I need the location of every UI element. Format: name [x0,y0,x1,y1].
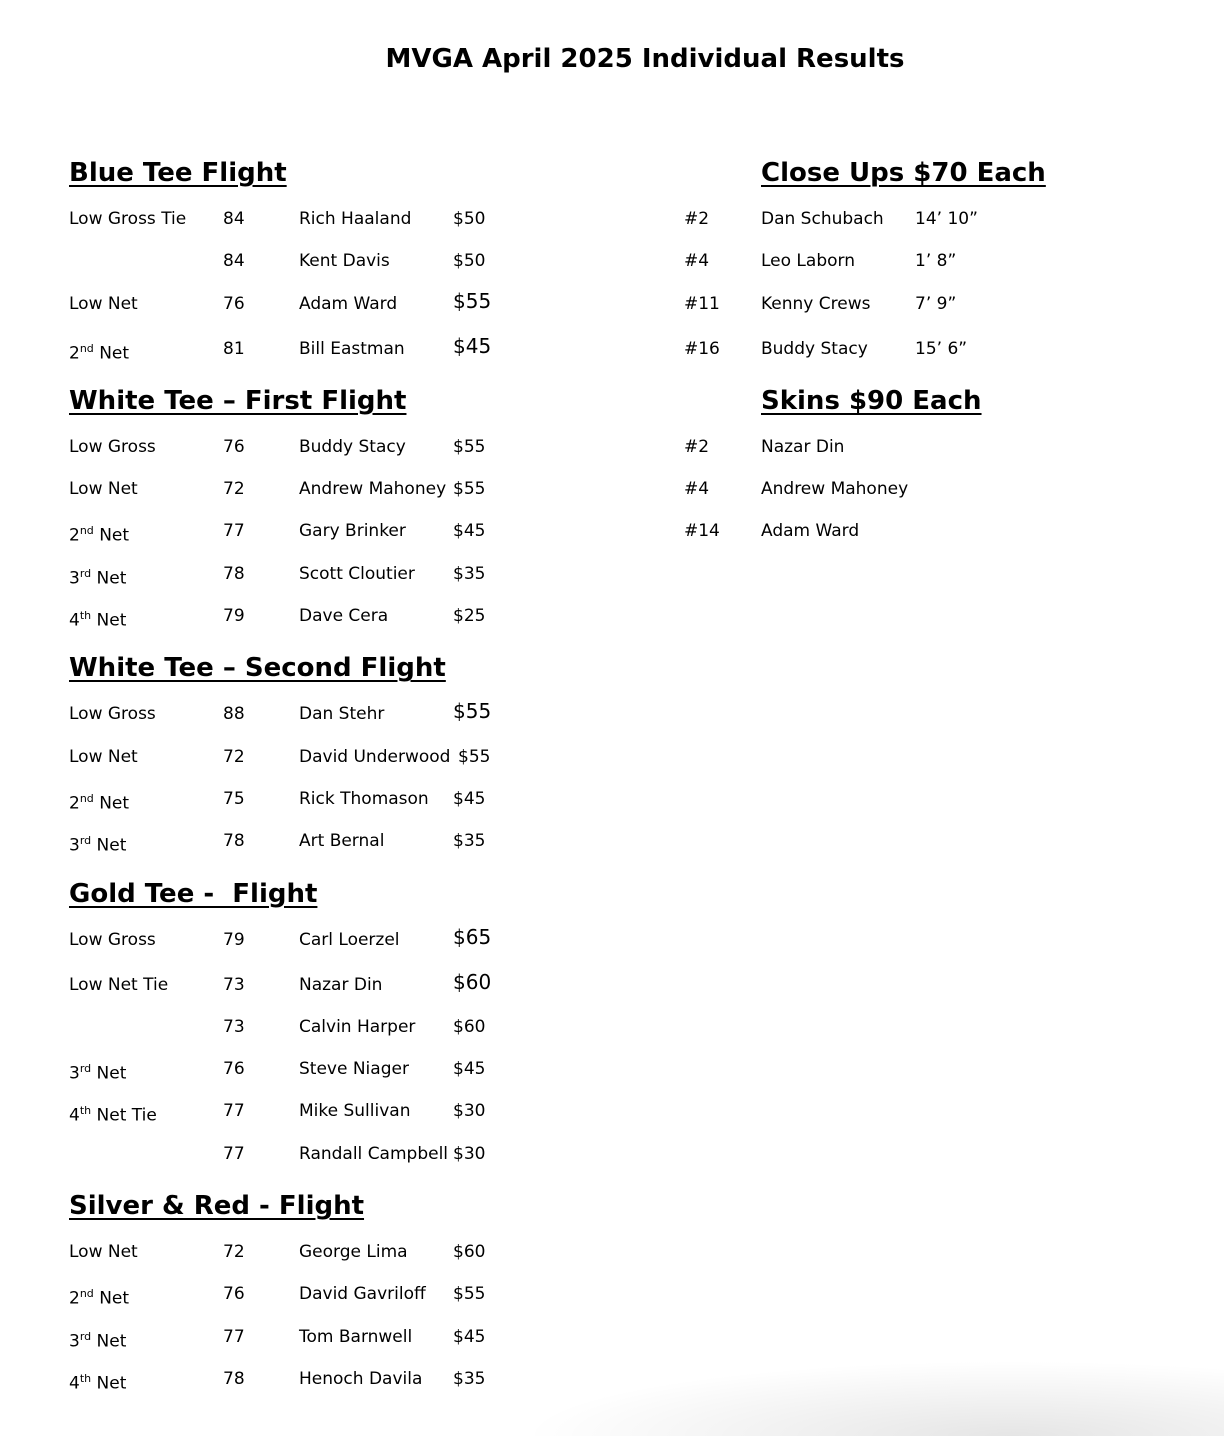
place-label: Low Net [69,746,138,767]
player-name: Nazar Din [761,436,845,457]
score: 72 [223,1242,245,1263]
place-label: 3rd Net [69,1329,127,1352]
section-title-skins: Skins $90 Each [761,385,982,416]
skins-row [684,478,1204,520]
player-name: Randall Campbell [299,1143,449,1164]
score: 78 [223,831,245,852]
score: 79 [223,929,245,950]
prize: $55 [458,746,491,767]
score: 76 [223,436,245,457]
closeup-row [684,338,1204,380]
section-title-silver-red: Silver & Red - Flight [69,1191,365,1222]
result-row [69,605,629,647]
score: 77 [223,1326,245,1347]
place-label: 3rd Net [69,1062,127,1084]
hole-number: #14 [684,521,720,542]
result-row [69,288,629,338]
prize: $65 [453,924,492,949]
score: 79 [223,606,245,627]
distance: 14’ 10” [915,209,978,229]
player-name: Nazar Din [299,974,383,995]
player-name: Scott Cloutier [299,563,415,584]
prize: $45 [453,521,486,542]
section-title-close-ups: Close Ups $70 Each [761,158,1046,188]
player-name: Mike Sullivan [299,1101,411,1122]
score: 72 [223,479,245,500]
result-row [69,208,629,250]
prize: $50 [453,209,486,229]
player-name: Kent Davis [299,251,390,272]
score: 75 [223,788,245,809]
player-name: Bill Eastman [299,338,405,359]
score: 84 [223,209,245,229]
score: 73 [223,1016,245,1037]
result-row [69,924,629,974]
closeup-row [684,250,1204,292]
hole-number: #2 [684,436,710,457]
place-label: 2nd Net [69,341,130,364]
player-name: Gary Brinker [299,521,406,542]
player-name: Carl Loerzel [299,929,400,950]
prize: $60 [453,1016,486,1037]
place-label: Low Net [69,293,138,314]
player-name: Buddy Stacy [299,436,406,457]
place-label: 2nd Net [69,524,130,547]
prize: $45 [453,1059,486,1080]
place-label: 4th Net Tie [69,1104,157,1127]
hole-number: #2 [684,209,710,229]
result-row [69,1100,629,1142]
page-title: MVGA April 2025 Individual Results [385,44,905,74]
result-row [69,563,629,605]
player-name: Steve Niager [299,1059,409,1080]
result-row [69,1058,629,1100]
player-name: Buddy Stacy [761,338,868,359]
player-name: Dave Cera [299,606,389,627]
distance: 7’ 9” [915,293,957,314]
score: 77 [223,1143,245,1164]
place-label: 2nd Net [69,791,130,814]
prize: $55 [453,1284,486,1305]
result-row [69,1283,629,1325]
prize: $60 [453,969,492,994]
page-shadow [520,1360,1224,1436]
prize: $30 [453,1101,486,1122]
place-label: Low Net Tie [69,974,169,995]
player-name: Art Bernal [299,831,385,852]
player-name: Dan Stehr [299,704,385,725]
prize: $55 [453,699,492,724]
right-column [684,158,1204,563]
skins-row [684,436,1204,478]
prize: $45 [453,788,486,809]
result-row [69,969,629,1016]
score: 77 [223,521,245,542]
skins-row [684,520,1204,562]
player-name: Kenny Crews [761,293,871,314]
score: 73 [223,974,245,995]
player-name: Dan Schubach [761,209,884,229]
prize: $25 [453,606,486,627]
place-label: 3rd Net [69,834,127,856]
result-row [69,1016,629,1058]
score: 78 [223,1368,245,1389]
player-name: Leo Laborn [761,251,855,272]
place-label: 4th Net [69,1371,127,1394]
distance: 1’ 8” [915,251,957,272]
score: 76 [223,1284,245,1305]
section-title-blue-tee: Blue Tee Flight [69,158,287,188]
player-name: Andrew Mahoney [299,479,447,500]
prize: $35 [453,1368,486,1389]
section-title-gold-tee: Gold Tee - Flight [69,878,318,909]
player-name: David Underwood [299,746,451,767]
player-name: Rick Thomason [299,788,429,809]
result-row [69,746,629,788]
score: 76 [223,1059,245,1080]
prize: $30 [453,1143,486,1164]
prize: $35 [453,563,486,584]
place-label: Low Net [69,1242,138,1263]
prize: $35 [453,831,486,852]
result-row [69,333,629,380]
place-label: Low Net [69,479,138,500]
score: 72 [223,746,245,767]
place-label: Low Gross [69,929,156,950]
place-label: 2nd Net [69,1287,130,1309]
prize: $45 [453,333,492,358]
result-row [69,478,629,520]
prize: $60 [453,1242,486,1263]
prize: $50 [453,251,486,272]
left-column [69,158,629,1410]
player-name: Calvin Harper [299,1016,416,1037]
closeup-row [684,208,1204,250]
prize: $55 [453,436,486,457]
section-title-white-tee-first: White Tee – First Flight [69,385,407,416]
player-name: Tom Barnwell [299,1326,413,1347]
score: 78 [223,563,245,584]
place-label: Low Gross [69,436,156,457]
place-label: Low Gross [69,704,156,725]
hole-number: #11 [684,293,720,314]
hole-number: #4 [684,479,710,500]
place-label: 3rd Net [69,566,127,589]
place-label: Low Gross Tie [69,209,187,229]
player-name: Adam Ward [299,293,398,314]
score: 76 [223,293,245,314]
result-row [69,699,629,745]
prize: $55 [453,479,486,500]
player-name: Henoch Davila [299,1368,423,1389]
player-name: Adam Ward [761,521,860,542]
result-row [69,250,629,292]
hole-number: #16 [684,338,720,359]
prize: $55 [453,288,492,313]
result-row [69,1143,629,1185]
result-row [69,788,629,830]
closeup-row [684,293,1204,338]
player-name: David Gavriloff [299,1284,426,1305]
result-row [69,830,629,872]
score: 81 [223,338,245,359]
section-title-white-tee-second: White Tee – Second Flight [69,653,446,684]
player-name: Andrew Mahoney [761,479,909,500]
result-row [69,436,629,478]
result-row [69,520,629,562]
place-label: 4th Net [69,609,127,631]
player-name: George Lima [299,1242,408,1263]
prize: $45 [453,1326,486,1347]
score: 84 [223,251,245,272]
hole-number: #4 [684,251,710,272]
score: 77 [223,1101,245,1122]
result-row [69,1241,629,1283]
player-name: Rich Haaland [299,209,412,229]
score: 88 [223,704,245,725]
distance: 15’ 6” [915,338,968,359]
